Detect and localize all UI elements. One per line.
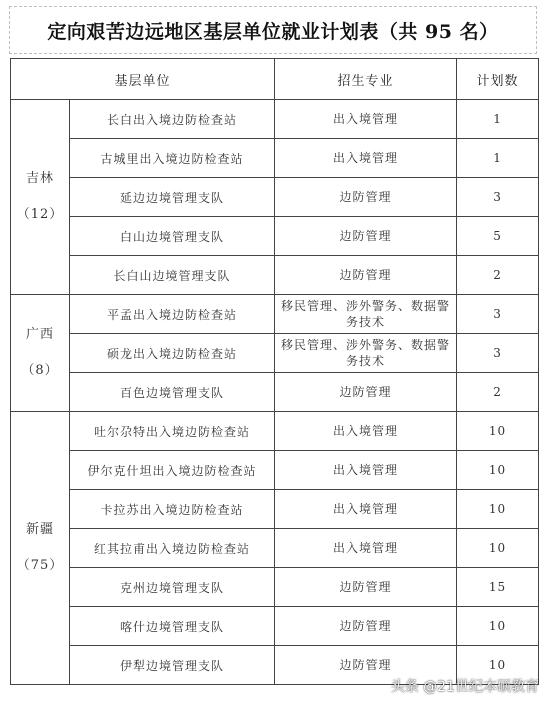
- table-row: [11, 178, 539, 217]
- header-major: 招生专业: [275, 59, 457, 100]
- unit-cell: 红其拉甫出入境边防检查站: [70, 529, 275, 568]
- region-count: （75）: [16, 558, 64, 573]
- region-count: （8）: [21, 363, 59, 378]
- unit-cell: 百色边境管理支队: [70, 373, 275, 412]
- region-count: （12）: [16, 207, 64, 222]
- major-cell: 边防管理: [275, 217, 457, 256]
- unit-cell: 长白山边境管理支队: [70, 256, 275, 295]
- major-cell: 边防管理: [275, 646, 457, 685]
- table-row: [11, 334, 539, 373]
- table-header-row: [11, 59, 539, 100]
- unit-cell: 长白出入境边防检查站: [70, 100, 275, 139]
- unit-cell: 克州边境管理支队: [70, 568, 275, 607]
- unit-cell: 平孟出入境边防检查站: [70, 295, 275, 334]
- major-cell: 出入境管理: [275, 529, 457, 568]
- table-row: [11, 139, 539, 178]
- table-row: [11, 217, 539, 256]
- region-name: 广西: [25, 327, 54, 342]
- plan-count-cell: 10: [457, 529, 539, 568]
- page-title: 定向艰苦边远地区基层单位就业计划表（共 95 名）: [47, 20, 499, 43]
- plan-table: [10, 58, 539, 685]
- major-cell: 出入境管理: [275, 490, 457, 529]
- plan-count-cell: 10: [457, 607, 539, 646]
- major-cell: 出入境管理: [275, 139, 457, 178]
- table-row: [11, 490, 539, 529]
- major-cell: 移民管理、涉外警务、数据警务技术: [275, 334, 457, 373]
- unit-cell: 喀什边境管理支队: [70, 607, 275, 646]
- plan-count-cell: 3: [457, 295, 539, 334]
- region-name: 新疆: [25, 522, 54, 537]
- plan-count-cell: 10: [457, 451, 539, 490]
- plan-count-cell: 10: [457, 490, 539, 529]
- title-box: [9, 6, 537, 54]
- major-cell: 边防管理: [275, 178, 457, 217]
- plan-count-cell: 1: [457, 139, 539, 178]
- unit-cell: 伊犁边境管理支队: [70, 646, 275, 685]
- plan-count-cell: 3: [457, 178, 539, 217]
- table-body: [11, 100, 539, 685]
- plan-count-cell: 5: [457, 217, 539, 256]
- major-cell: 出入境管理: [275, 100, 457, 139]
- plan-count-cell: 15: [457, 568, 539, 607]
- major-cell: 边防管理: [275, 607, 457, 646]
- unit-cell: 伊尔克什坦出入境边防检查站: [70, 451, 275, 490]
- plan-count-cell: 2: [457, 256, 539, 295]
- unit-cell: 吐尔尕特出入境边防检查站: [70, 412, 275, 451]
- table-row: [11, 568, 539, 607]
- major-cell: 边防管理: [275, 373, 457, 412]
- table-row: [11, 100, 539, 139]
- major-cell: 出入境管理: [275, 412, 457, 451]
- unit-cell: 硕龙出入境边防检查站: [70, 334, 275, 373]
- watermark: 头条 @21世纪本硕教育: [390, 679, 539, 695]
- region-cell: [11, 295, 70, 412]
- major-cell: 移民管理、涉外警务、数据警务技术: [275, 295, 457, 334]
- plan-count-cell: 3: [457, 334, 539, 373]
- plan-count-cell: 10: [457, 646, 539, 685]
- region-cell: [11, 100, 70, 295]
- table-row: [11, 373, 539, 412]
- plan-count-cell: 10: [457, 412, 539, 451]
- plan-count-cell: 1: [457, 100, 539, 139]
- table-row: [11, 529, 539, 568]
- table-row: [11, 607, 539, 646]
- region-name: 吉林: [25, 171, 54, 186]
- region-cell: [11, 412, 70, 685]
- table-row: [11, 295, 539, 334]
- plan-count-cell: 2: [457, 373, 539, 412]
- unit-cell: 古城里出入境边防检查站: [70, 139, 275, 178]
- unit-cell: 卡拉苏出入境边防检查站: [70, 490, 275, 529]
- header-unit: 基层单位: [11, 59, 275, 100]
- major-cell: 边防管理: [275, 256, 457, 295]
- unit-cell: 白山边境管理支队: [70, 217, 275, 256]
- table-row: [11, 451, 539, 490]
- major-cell: 出入境管理: [275, 451, 457, 490]
- major-cell: 边防管理: [275, 568, 457, 607]
- table-row: [11, 256, 539, 295]
- unit-cell: 延边边境管理支队: [70, 178, 275, 217]
- table-row: [11, 412, 539, 451]
- header-plan: 计划数: [457, 59, 539, 100]
